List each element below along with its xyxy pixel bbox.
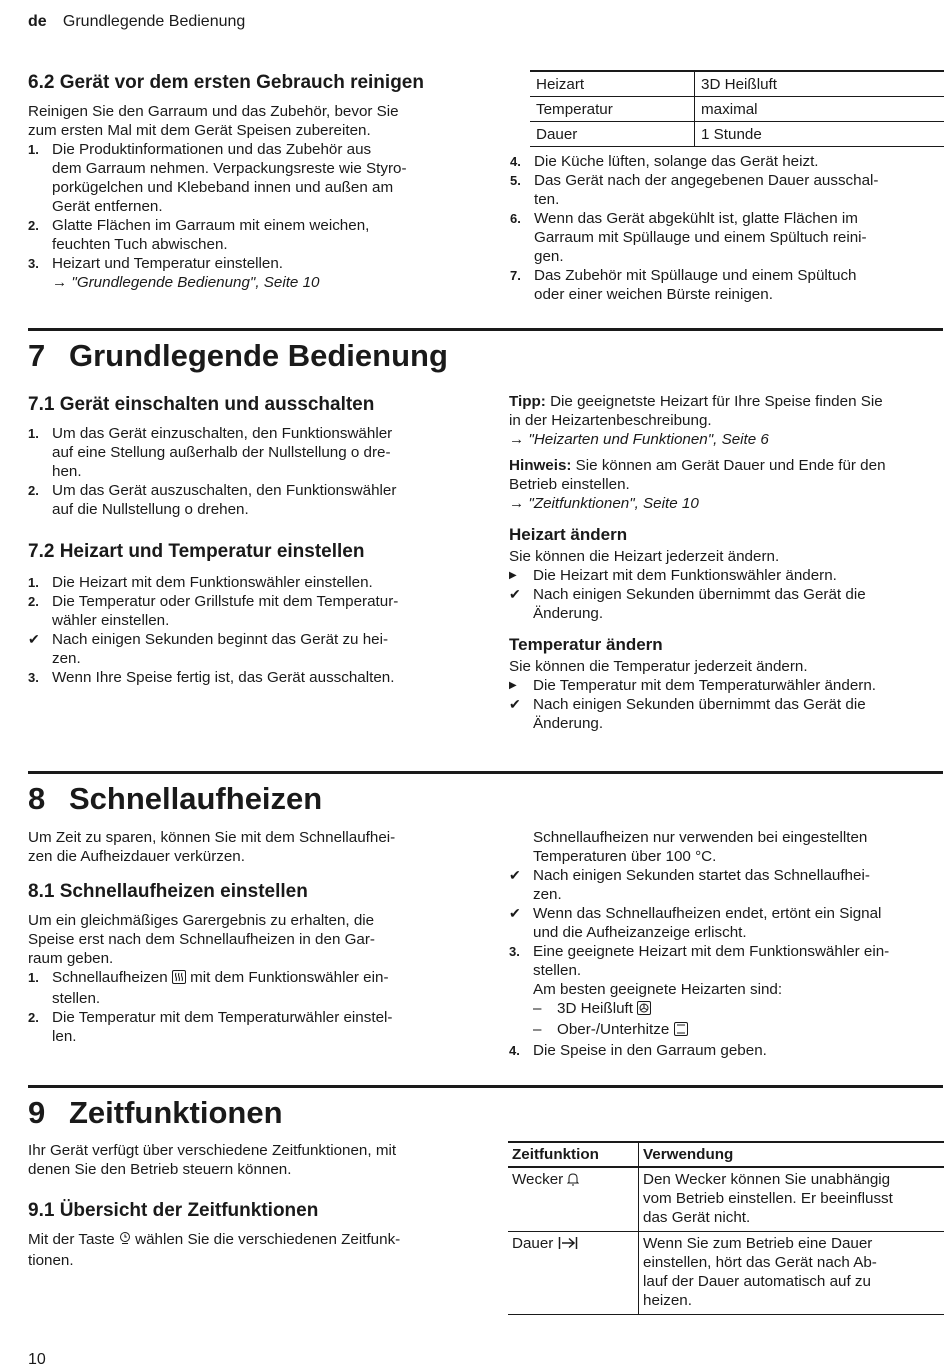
step-number: 1. [28,575,39,590]
table-row [530,122,944,147]
intro-line: Speise erst nach dem Schnellaufheizen in den Gar- [28,931,375,948]
step-line: Die Heizart mit dem Funktionswähler ändern. [533,567,837,584]
table-cell [508,1167,639,1232]
step-number: 5. [510,173,521,188]
step-number: 3. [28,670,39,685]
temperatur-aendern-title: Temperatur ändern [509,635,663,654]
step-text: Schnellaufheizen [52,969,168,986]
section-6-2-steps-continued [510,152,944,304]
top-bottom-heat-icon [674,1022,688,1041]
time-functions-table [508,1141,944,1315]
cell-line: heizen. [643,1292,692,1309]
chapter-title-text: Zeitfunktionen [69,1095,283,1130]
section-7-2-title: 7.2 Heizart und Temperatur einstellen [28,541,365,562]
arrow-right-icon: → [509,495,525,512]
chapter-7-title [28,338,448,374]
cell-line: einstellen, hört das Gerät nach Ab- [643,1254,877,1271]
step-line: Die Produktinformationen und das Zubehör aus [52,141,372,158]
intro-line: denen Sie den Betrieb steuern können. [28,1161,292,1178]
cell-line: vom Betrieb einstellen. Er beeinflusst [643,1190,893,1207]
text-part: tionen. [28,1252,74,1269]
list-item [509,695,945,733]
list-item [28,968,468,1008]
step-number: 4. [509,1043,520,1058]
list-item [510,171,944,209]
step-line: Garraum mit Spüllauge und einem Spültuch reini- [534,229,867,246]
section-8-1-steps-continued [509,866,945,1060]
intro-line: raum geben. [28,950,114,967]
intro-line: Um ein gleichmäßiges Garergebnis zu erhalten, die [28,912,375,929]
step-number: 1. [28,970,39,985]
section-8-1-title: 8.1 Schnellaufheizen einstellen [28,881,308,902]
list-item [509,585,945,623]
list-item [28,140,468,216]
step-line: feuchten Tuch abwischen. [52,236,228,253]
check-icon: ✔ [509,905,521,921]
heating-type-item [533,1000,651,1017]
text-line: Temperaturen über 100 °C. [533,848,717,865]
page-number: 10 [28,1351,46,1368]
intro-line: Reinigen Sie den Garraum und das Zubehör, bevor Sie [28,103,399,120]
step-line: Nach einigen Sekunden beginnt das Gerät zu hei- [52,631,389,648]
list-item [509,676,945,695]
step-line: Nach einigen Sekunden übernimmt das Gerät die [533,696,866,713]
cell-line: Wenn Sie zum Betrieb eine Dauer [643,1235,873,1252]
cross-reference-link[interactable] [52,274,320,291]
section-7-1-title: 7.1 Gerät einschalten und ausschalten [28,394,375,415]
step-line: stellen. [533,962,582,979]
action-triangle-icon: ▶ [509,680,517,691]
step-number: 3. [509,944,520,959]
step-line: porkügelchen und Klebeband innen und außen am [52,179,394,196]
section-9-1-title: 9.1 Übersicht der Zeitfunktionen [28,1200,319,1221]
list-item [509,866,945,904]
intro-line: Um Zeit zu sparen, können Sie mit dem Schnellaufhei- [28,829,396,846]
arrow-right-icon: → [509,431,525,448]
table-cell [639,1232,945,1315]
list-item [28,592,468,630]
step-number: 2. [28,218,39,233]
section-6-2-intro [28,102,468,140]
step-line: len. [52,1028,77,1045]
step-line: Die Temperatur oder Grillstufe mit dem Temperatur- [52,593,399,610]
section-9-1-text [28,1230,468,1270]
chapter-9-left [28,1141,468,1270]
cross-reference-link[interactable] [509,431,769,448]
table-cell: 3D Heißluft [701,75,777,93]
step-number: 4. [510,154,521,169]
tip-note [509,392,945,449]
step-line: auf die Nullstellung o drehen. [52,501,249,518]
step-line: Das Zubehör mit Spüllauge und einem Spültuch [534,267,857,284]
text-part: Mit der Taste [28,1231,115,1248]
chapter-divider [28,1085,943,1088]
chapter-9-title [28,1095,283,1131]
step-number: 3. [28,256,39,271]
chapter-7-left [28,393,468,687]
arrow-right-icon: → [52,274,68,291]
hint-note [509,456,945,513]
hint-line: Sie können am Gerät Dauer und Ende für den [571,457,886,474]
chapter-8-left [28,828,468,1046]
step-line: hen. [52,463,82,480]
step-line: Nach einigen Sekunden übernimmt das Gerät die [533,586,866,603]
duration-icon [558,1236,578,1255]
text-line: Schnellaufheizen nur verwenden bei eingestellten [533,829,868,846]
step-line: Änderung. [533,715,604,732]
cell-line: Den Wecker können Sie unabhängig [643,1171,891,1188]
step-line: Wenn das Gerät abgekühlt ist, glatte Flächen im [534,210,858,227]
section-7-2-steps [28,573,468,687]
step-line: ten. [534,191,560,208]
table-row [530,97,944,122]
cross-reference-text: "Zeitfunktionen", Seite 10 [528,495,699,512]
heizart-aendern-title: Heizart ändern [509,525,628,544]
cross-reference-link[interactable] [509,495,699,512]
list-item [28,481,468,519]
running-header [28,12,245,31]
step-number: 7. [510,268,521,283]
step-line: dem Garraum nehmen. Verpackungsreste wie Styro- [52,160,407,177]
cross-reference-text: "Grundlegende Bedienung", Seite 10 [71,274,320,291]
list-item [28,1008,468,1046]
chapter-9-right [508,1141,944,1315]
chapter-7-right [509,392,945,733]
intro-line: Ihr Gerät verfügt über verschiedene Zeitfunktionen, mit [28,1142,397,1159]
table-header-row [508,1142,944,1167]
bell-icon [567,1172,579,1191]
step-number: 6. [510,211,521,226]
check-icon: ✔ [28,631,40,647]
continued-text [509,828,945,866]
cross-reference-text: "Heizarten und Funktionen", Seite 6 [528,431,769,448]
step-text: stellen. [52,990,101,1007]
step-line: oder einer weichen Bürste reinigen. [534,286,773,303]
table-cell: 1 Stunde [701,125,762,143]
list-item [510,152,944,171]
table-cell [508,1232,639,1315]
step-line: Die Küche lüften, solange das Gerät heizt. [534,153,819,170]
step-number: 2. [28,483,39,498]
step-number: 1. [28,426,39,441]
heating-type-label: Ober-/Unterhitze [557,1021,670,1038]
step-line: Die Speise in den Garraum geben. [533,1042,767,1059]
chapter-8-title [28,781,322,817]
list-item [510,266,944,304]
hint-label: Hinweis: [509,457,572,474]
tip-line: in der Heizartenbeschreibung. [509,412,712,429]
step-line: Um das Gerät auszuschalten, den Funktionswähler [52,482,397,499]
step-line: Die Temperatur mit dem Temperaturwähler ändern. [533,677,876,694]
section-6-2-continued [510,70,944,304]
chapter-divider [28,771,943,774]
table-cell: maximal [701,100,758,118]
header-title: Grundlegende Bedienung [62,13,246,30]
hot-air-fan-icon [637,1001,651,1020]
table-row [530,71,944,97]
step-line: Die Heizart mit dem Funktionswähler einstellen. [52,574,373,591]
list-item [28,424,468,481]
step-line: Die Temperatur mit dem Temperaturwähler einstel- [52,1009,393,1026]
temperatur-aendern-intro: Sie können die Temperatur jederzeit ändern. [509,658,808,675]
table-cell: Dauer [530,122,695,147]
list-item [509,942,945,1041]
table-cell: Temperatur [530,97,695,122]
text-part: wählen Sie die verschiedenen Zeitfunk- [130,1231,401,1248]
step-line: Um das Gerät einzuschalten, den Funktionswähler [52,425,393,442]
table-row [508,1167,944,1232]
tip-label: Tipp: [509,393,546,410]
chapter-8-right [509,828,945,1060]
list-item [509,1041,945,1060]
chapter-number: 7 [28,338,46,373]
step-number: 2. [28,594,39,609]
hint-line: Betrieb einstellen. [509,476,630,493]
step-line: auf eine Stellung außerhalb der Nullstellung o dre- [52,444,391,461]
step-line: Gerät entfernen. [52,198,163,215]
step-line: Wenn Ihre Speise fertig ist, das Gerät ausschalten. [52,669,395,686]
step-line: gen. [534,248,564,265]
step-line: zen. [52,650,81,667]
section-6-2 [28,71,468,292]
temperatur-aendern-steps [509,676,945,733]
intro-line: zum ersten Mal mit dem Gerät Speisen zubereiten. [28,122,371,139]
heating-type-item [533,1021,688,1038]
step-line: Glatte Flächen im Garraum mit einem weichen, [52,217,370,234]
timer-button-icon [119,1231,131,1251]
cell-line: lauf der Dauer automatisch auf zu [643,1273,871,1290]
fast-preheat-icon [172,970,186,989]
step-line: zen. [533,886,562,903]
step-line: Änderung. [533,605,604,622]
step-line: und die Aufheizanzeige erlischt. [533,924,747,941]
step-line: Nach einigen Sekunden startet das Schnellaufhei- [533,867,870,884]
cell-line: das Gerät nicht. [643,1209,751,1226]
list-item [509,904,945,942]
step-line: Eine geeignete Heizart mit dem Funktionswähler ein- [533,943,890,960]
chapter-title-text: Grundlegende Bedienung [69,338,448,373]
step-text: mit dem Funktionswähler ein- [185,969,389,986]
tip-line: Die geeignetste Heizart für Ihre Speise finden Sie [545,393,883,410]
dash-bullet: – [533,1021,542,1038]
heating-type-label: 3D Heißluft [557,1000,633,1017]
section-6-2-steps [28,140,468,292]
language-code: de [28,13,47,30]
step-line: wähler einstellen. [52,612,170,629]
chapter-number: 8 [28,781,46,816]
table-row [508,1232,944,1315]
list-item [28,254,468,292]
list-item [28,630,468,668]
list-item [509,566,945,585]
step-line: Das Gerät nach der angegebenen Dauer ausschal- [534,172,879,189]
action-triangle-icon: ▶ [509,570,517,581]
intro-line: zen die Aufheizdauer verkürzen. [28,848,245,865]
check-icon: ✔ [509,867,521,883]
chapter-divider [28,328,943,331]
table-cell [639,1167,945,1232]
list-item [28,668,468,687]
check-icon: ✔ [509,586,521,602]
dash-bullet: – [533,1000,542,1017]
section-6-2-title: 6.2 Gerät vor dem ersten Gebrauch reinigen [28,72,424,93]
step-number: 2. [28,1010,39,1025]
chapter-8-intro [28,828,468,866]
column-header: Verwendung [639,1142,945,1167]
step-line: Heizart und Temperatur einstellen. [52,255,284,272]
list-item [510,209,944,266]
list-item [28,573,468,592]
chapter-title-text: Schnellaufheizen [69,781,323,816]
list-item [28,216,468,254]
table-cell: Heizart [530,71,695,97]
check-icon: ✔ [509,696,521,712]
step-line: Am besten geeignete Heizarten sind: [533,981,783,998]
heizart-aendern-steps [509,566,945,623]
chapter-number: 9 [28,1095,46,1130]
step-line: Wenn das Schnellaufheizen endet, ertönt ein Signal [533,905,882,922]
function-name: Wecker [512,1171,564,1188]
heizart-aendern-intro: Sie können die Heizart jederzeit ändern. [509,548,780,565]
section-8-1-steps [28,968,468,1046]
section-7-1-steps [28,424,468,519]
cleaning-settings-table [530,70,944,147]
section-8-1-intro [28,911,468,968]
function-name: Dauer [512,1235,554,1252]
step-number: 1. [28,142,39,157]
chapter-9-intro [28,1141,468,1179]
column-header: Zeitfunktion [508,1142,639,1167]
